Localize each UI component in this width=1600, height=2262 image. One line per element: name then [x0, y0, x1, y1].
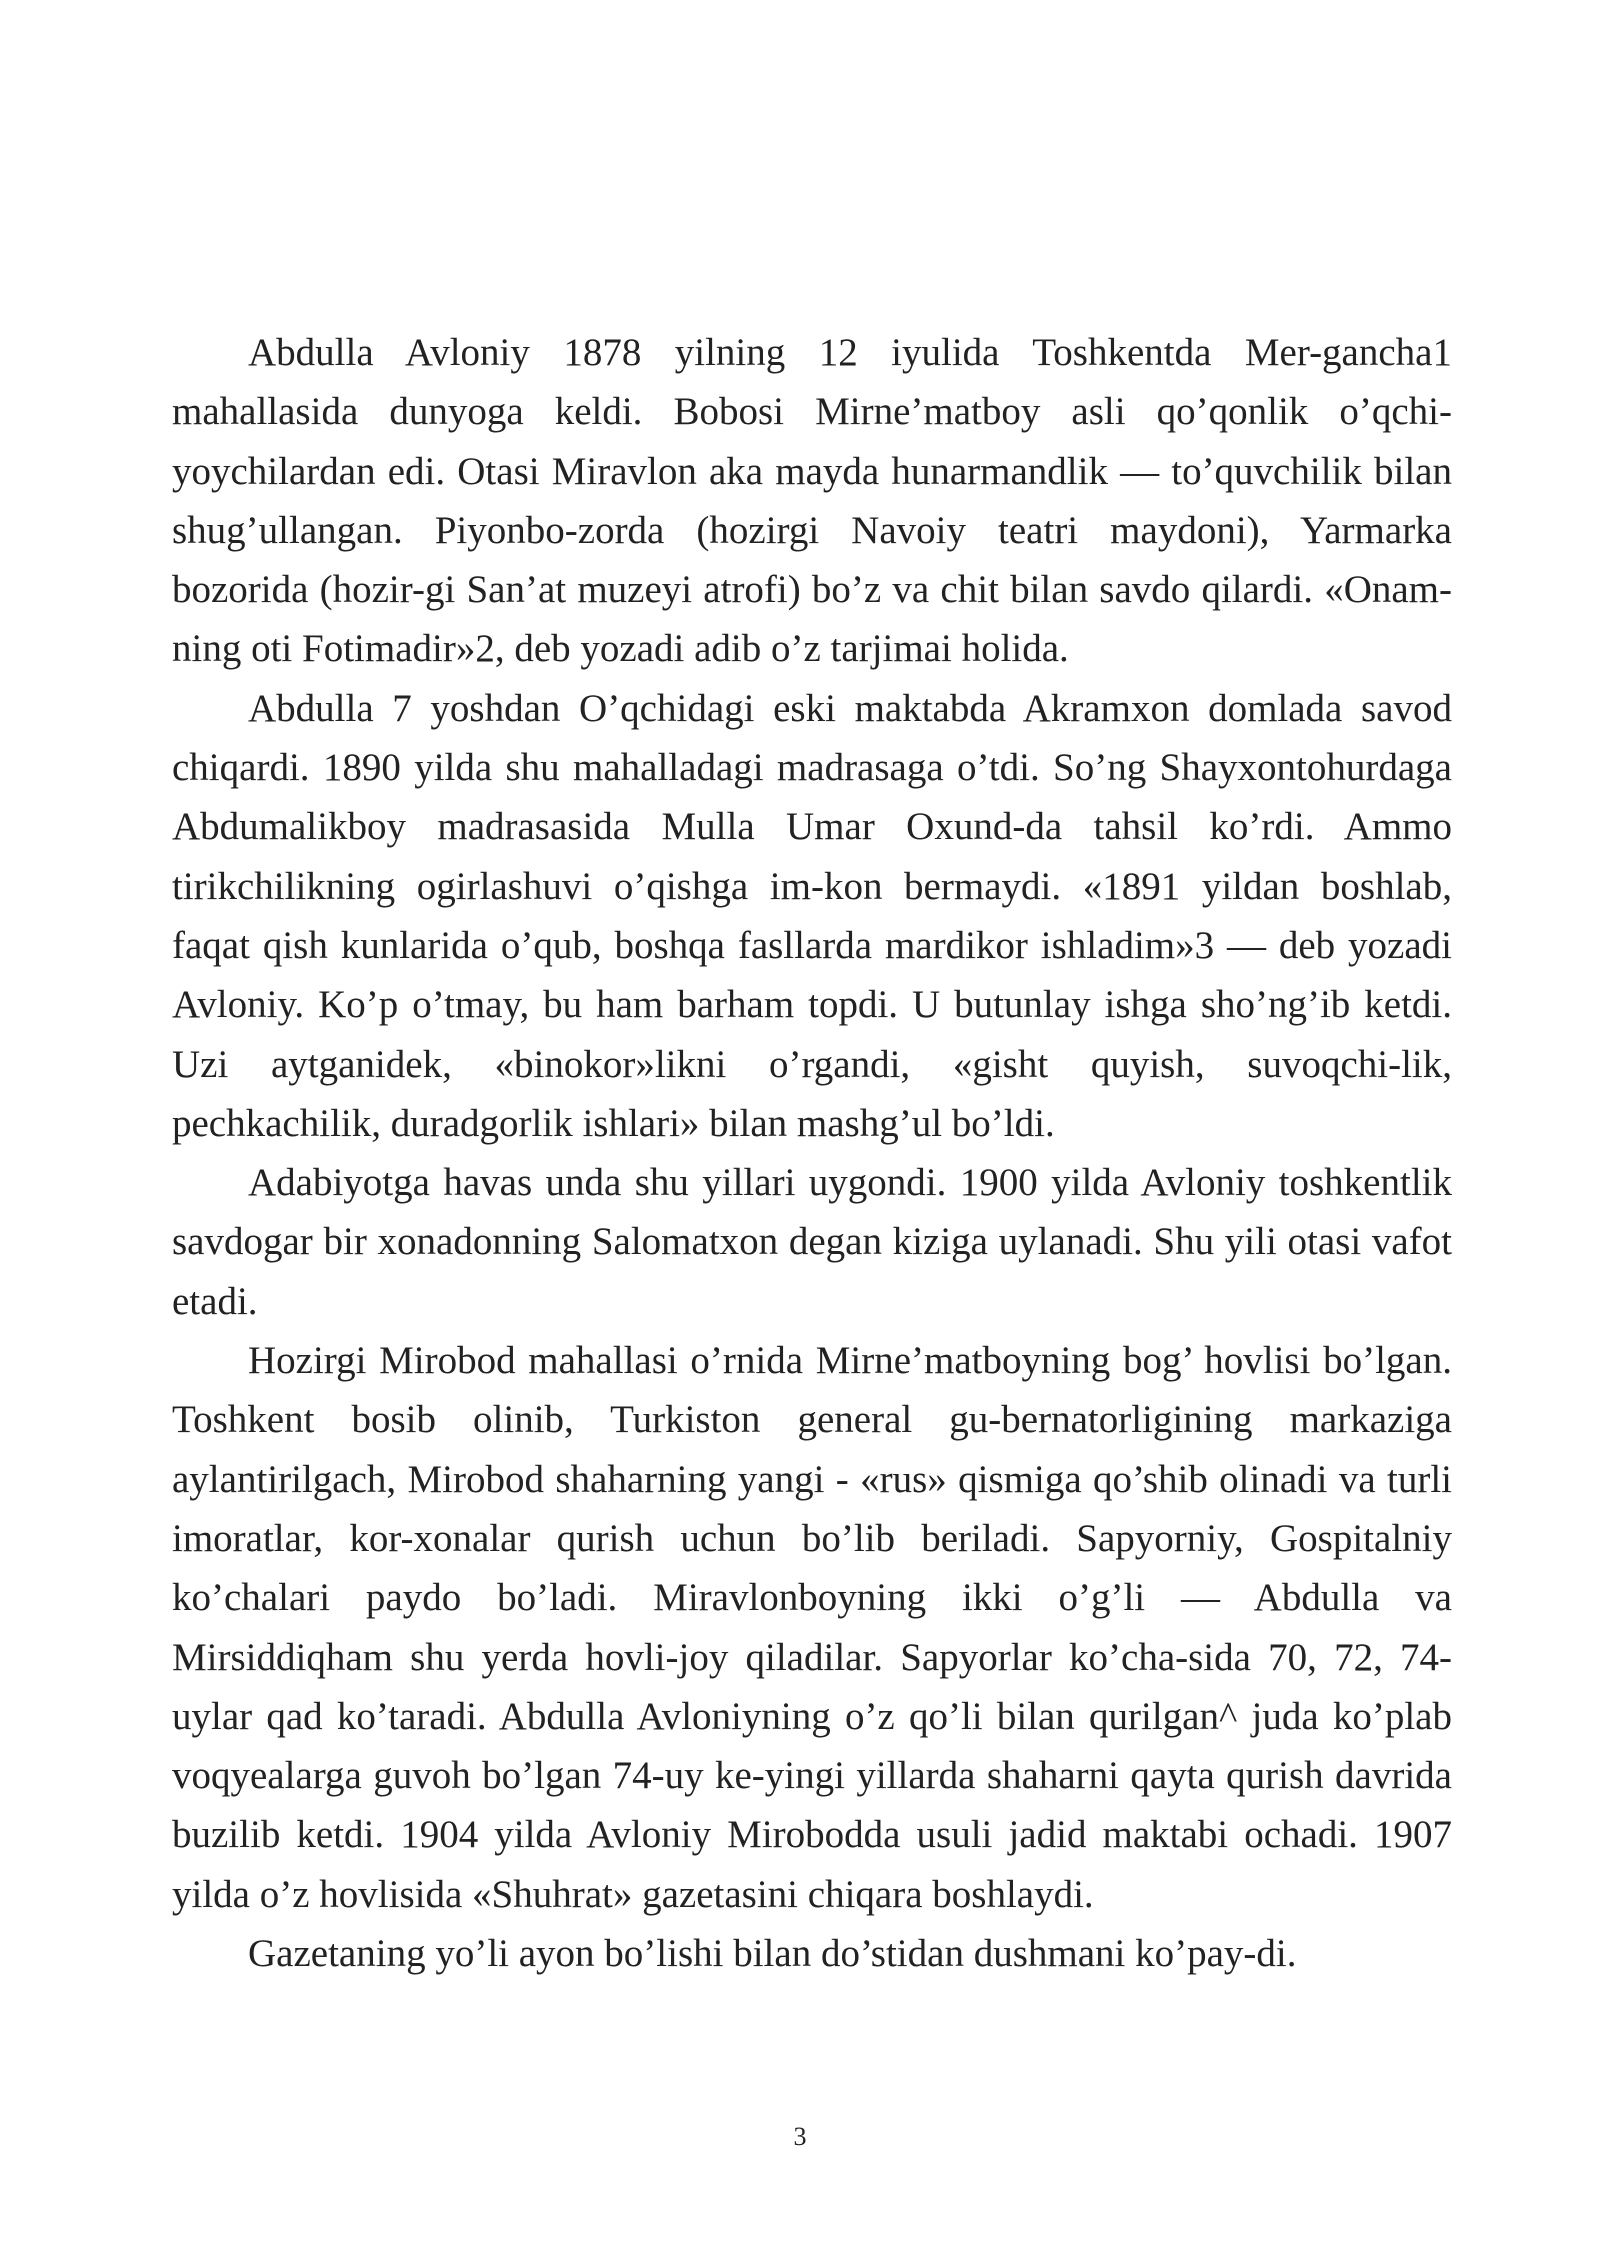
page-number: 3: [793, 2122, 807, 2151]
paragraph-2: Abdulla 7 yoshdan O’qchidagi eski maktabda Akramxon domlada savod chiqardi. 1890 yilda shu mahalladagi madrasaga o’tdi. So’ng Shayxontohurdaga Abdumalikboy madrasasida Mulla Umar Oxund-da tahsil ko’rdi. Ammo tirikchilikning ogirlashuvi o’qishga im-kon bermaydi. «1891 yildan boshlab, faqat qish kunlarida o’qub, boshqa fasllarda mardikor ishladim»3 — deb yozadi Avloniy. Ko’p o’tmay, bu ham barham topdi. U butunlay ishga sho’ng’ib ketdi. Uzi aytganidek, «binokor»likni o’rgandi, «gisht quyish, suvoqchi-lik, pechkachilik, duradgorlik ishlari» bilan mashg’ul bo’ldi.: [172, 686, 1452, 1145]
paragraph-5: Gazetaning yo’li ayon bo’lishi bilan do’stidan dushmani ko’pay-di.: [248, 1932, 1297, 1976]
body-text: [172, 323, 1452, 1983]
paragraph-3: Adabiyotga havas unda shu yillari uygondi. 1900 yilda Avloniy toshkentlik savdogar bir xonadonning Salomatxon degan kiziga uylanadi. Shu yili otasi vafot etadi.: [172, 1161, 1452, 1323]
paragraph-4: Hozirgi Mirobod mahallasi o’rnida Mirne’matboyning bog’ hovlisi bo’lgan. Toshkent bosib olinib, Turkiston general gu-bernatorligining markaziga aylantirilgach, Mirobod shaharning yangi - «rus» qismiga qo’shib olinadi va turli imoratlar, kor-xonalar qurish uchun bo’lib beriladi. Sapyorniy, Gospitalniy ko’chalari paydo bo’ladi. Miravlonboyning ikki o’g’li — Abdulla va Mirsiddiqham shu yerda hovli-joy qiladilar. Sapyorlar ko’cha-sida 70, 72, 74-uylar qad ko’taradi. Abdulla Avloniyning o’z qo’li bilan qurilgan^ juda ko’plab voqyealarga guvoh bo’lgan 74-uy ke-yingi yillarda shaharni qayta qurish davrida buzilib ketdi. 1904 yilda Avloniy Mirobodda usuli jadid maktabi ochadi. 1907 yilda o’z hovlisida «Shuhrat» gazetasini chiqara boshlaydi.: [172, 1339, 1452, 1916]
paragraph-1: Abdulla Avloniy 1878 yilning 12 iyulida Toshkentda Mer-gancha1 mahallasida dunyoga keldi. Bobosi Mirne’matboy asli qo’qonlik o’qchi-yoychilardan edi. Otasi Miravlon aka mayda hunarmandlik — to’quvchilik bilan shug’ullangan. Piyonbo-zorda (hozirgi Navoiy teatri maydoni), Yarmarka bozorida (hozir-gi San’at muzeyi atrofi) bo’z va chit bilan savdo qilardi. «Onam-ning oti Fotimadir»2, deb yozadi adib o’z tarjimai holida.: [172, 331, 1452, 671]
